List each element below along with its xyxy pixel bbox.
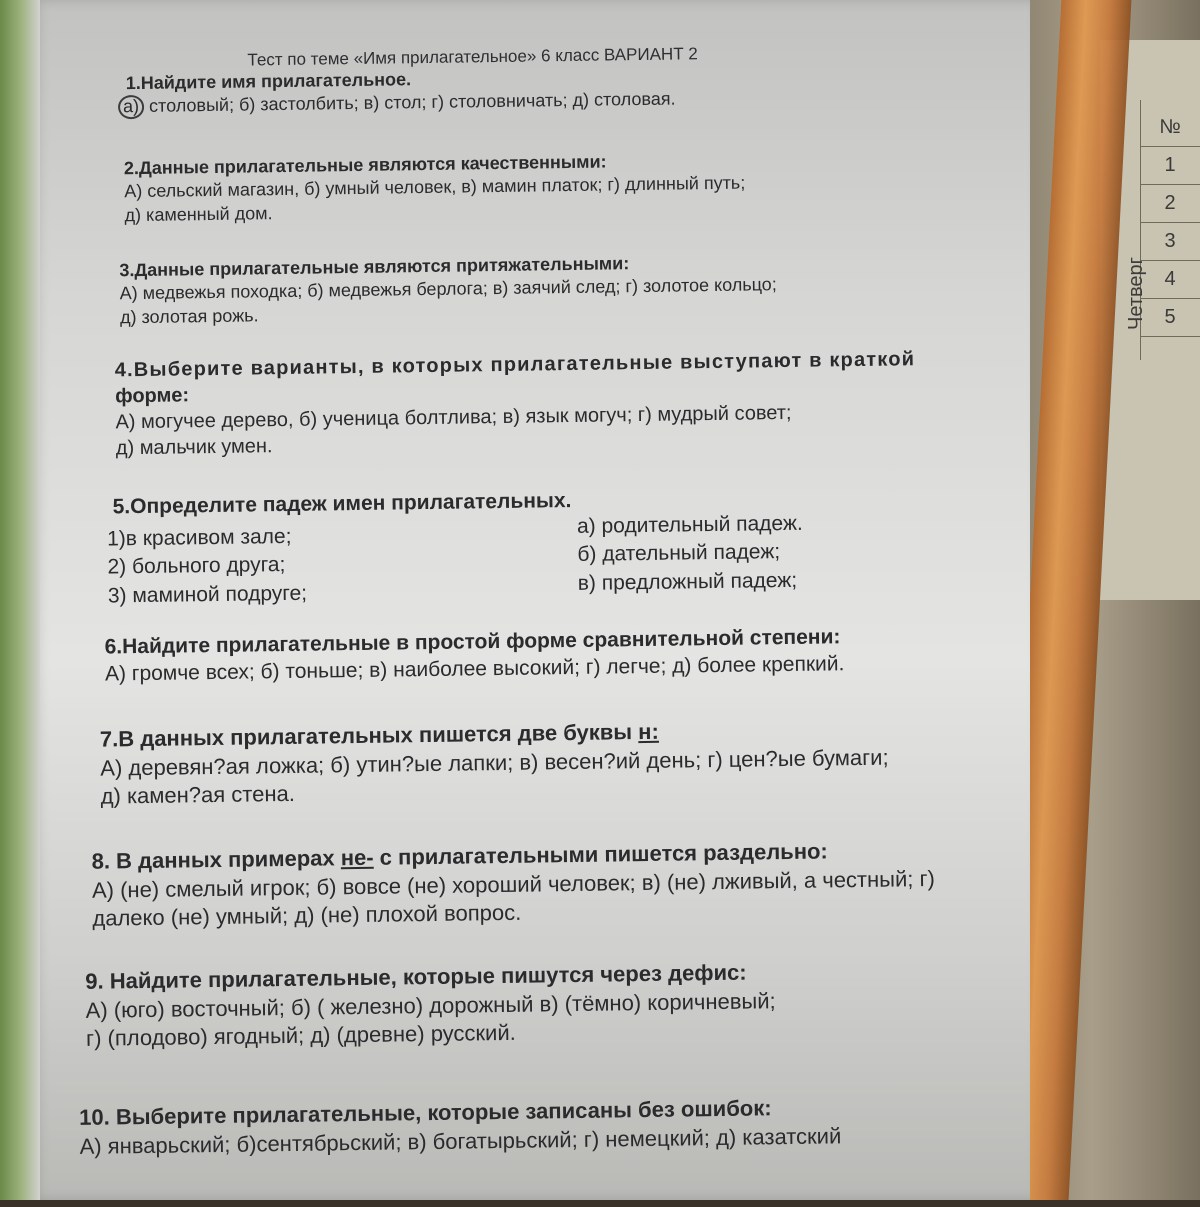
side-table-row: 2 <box>1140 184 1200 223</box>
options-line: А) медвежья походка; б) медвежья берлога; в) заячий след; г) золотое кольцо; <box>119 274 777 304</box>
question-7 <box>100 715 889 812</box>
options-line: А) (не) смелый игрок; б) вовсе (не) хороший человек; в) (не) лживый, а честный; г) <box>91 865 936 903</box>
match-left-list <box>107 523 307 611</box>
match-right-list <box>577 510 804 598</box>
question-6 <box>104 623 844 688</box>
options-line: А) деревян?ая ложка; б) утин?ые лапки; в) весен?ий день; г) цен?ые бумаги; <box>100 744 889 781</box>
options-line: далеко (не) умный; д) (не) плохой вопрос. <box>92 899 522 931</box>
options-line: А) сельский магазин, б) умный человек, в) мамин платок; г) длинный путь; <box>124 172 746 202</box>
options-line: А) январьский; б)сентябрьский; в) богатырьский; г) немецкий; д) казатский <box>79 1122 842 1159</box>
heading-text: 8. В данных примерах <box>91 845 341 874</box>
question-5 <box>112 487 571 521</box>
question-heading: 4.Выберите варианты, в которых прилагательные выступают в краткой <box>114 348 916 382</box>
question-heading: 6.Найдите прилагательные в простой форме сравнительной степени: <box>104 625 841 659</box>
options-line: д) золотая рожь. <box>119 305 259 328</box>
options-line: А) могучее дерево, б) ученица болтлива; в) язык могуч; г) мудрый совет; <box>115 401 792 434</box>
question-heading-cont: форме: <box>114 384 190 408</box>
match-right-item: б) дательный падеж; <box>577 540 781 567</box>
question-heading: 3.Данные прилагательные являются притяжательными: <box>119 253 630 281</box>
question-heading: 2.Данные прилагательные являются качественными: <box>123 151 607 179</box>
match-right-item: в) предложный падеж; <box>577 568 798 595</box>
heading-text: с прилагательными пишется раздельно: <box>373 838 828 870</box>
side-table-header: № <box>1140 108 1200 147</box>
match-left-item: 1)в красивом зале; <box>106 524 292 551</box>
question-1 <box>122 65 676 120</box>
weekday-label: Четверг <box>1125 257 1147 330</box>
options-line: А) (юго) восточный; б) ( железно) дорожный в) (тёмно) коричневый; <box>85 987 776 1023</box>
side-table-row: 1 <box>1140 146 1200 185</box>
question-heading: 1.Найдите имя прилагательное. <box>125 69 412 94</box>
question-2 <box>124 149 746 228</box>
question-heading: 5.Определите падеж имен прилагательных. <box>112 488 572 519</box>
question-heading: 9. Найдите прилагательные, которые пишутся через дефис: <box>85 959 747 994</box>
options-line: А) громче всех; б) тоньше; в) наиболее высокий; г) легче; д) более крепкий. <box>104 652 845 686</box>
side-table-row: 4 <box>1140 260 1200 299</box>
options-line: г) (плодово) ягодный; д) (древне) русский. <box>85 1020 516 1052</box>
match-right-item: а) родительный падеж. <box>576 511 803 538</box>
question-10 <box>79 1093 841 1161</box>
underlined-particle: не- <box>340 844 374 871</box>
side-table-row: 3 <box>1140 222 1200 261</box>
options-text: столовый; б) застолбить; в) стол; г) столовничать; д) столовая. <box>143 88 676 117</box>
options-line: д) мальчик умен. <box>115 435 273 460</box>
question-heading: 10. Выберите прилагательные, которые записаны без ошибок: <box>79 1095 772 1130</box>
heading-text: 7.В данных прилагательных пишется две буквы <box>99 719 639 752</box>
page-title: Тест по теме «Имя прилагательное» 6 класс ВАРИАНТ 2 <box>247 44 698 70</box>
question-9 <box>85 958 776 1053</box>
options-line: д) камен?ая стена. <box>100 781 296 809</box>
underlined-letter: н: <box>638 718 659 745</box>
match-left-item: 3) маминой подруге; <box>107 581 308 608</box>
circled-answer: а) <box>118 95 144 119</box>
options-line: д) каменный дом. <box>124 202 273 225</box>
question-3 <box>119 250 777 329</box>
side-table-row: 5 <box>1140 298 1200 337</box>
question-8 <box>91 836 935 934</box>
match-left-item: 2) больного друга; <box>107 553 286 579</box>
question-4 <box>115 346 956 462</box>
